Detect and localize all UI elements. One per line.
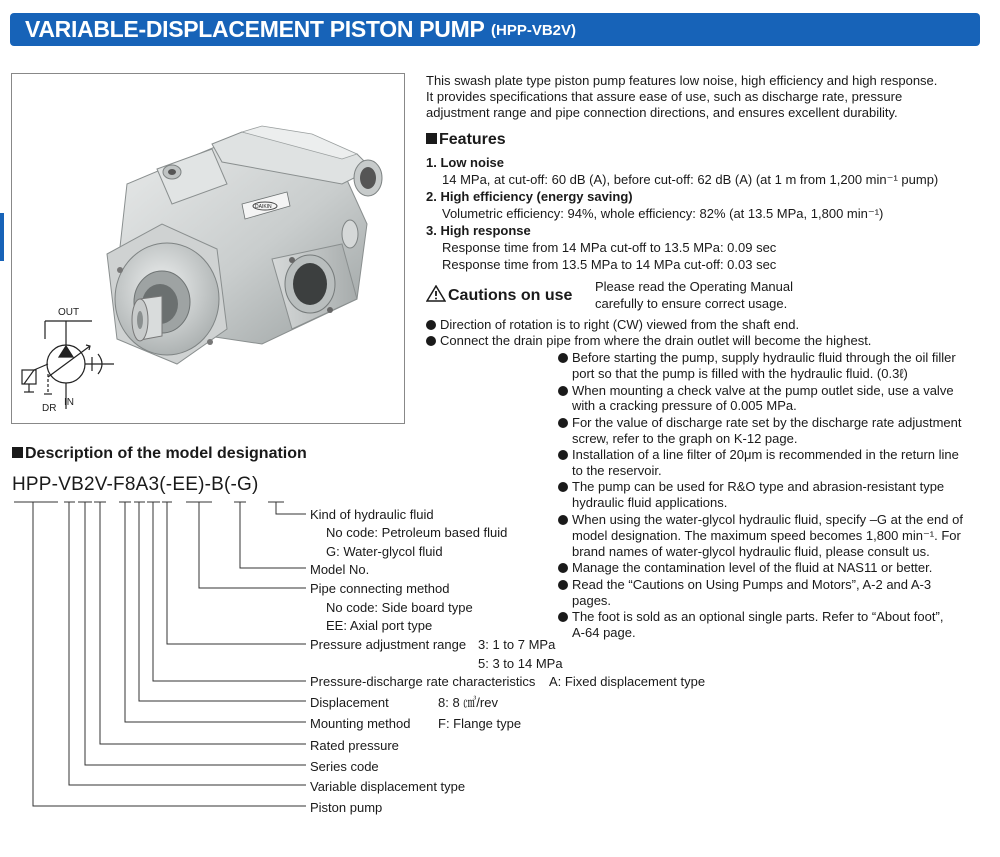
feature-2-title: 2. High efficiency (energy saving) [426,189,633,204]
label-pressure-adj: Pressure adjustment range [310,637,467,652]
cautions-note-line-2: carefully to ensure correct usage. [595,296,788,311]
label-pipe-opt1: No code: Side board type [326,600,473,615]
label-pressure-opt1: 3: 1 to 7 MPa [478,637,556,652]
label-model-no: Model No. [310,562,370,577]
caution-1-line-1: Before starting the pump, supply hydraulic fluid through the oil filler [558,350,956,365]
caution-4-line-1: Installation of a line filter of 20μm is recommended in the return line [558,447,959,462]
model-heading: Description of the model designation [12,445,307,463]
label-mounting: Mounting method [310,716,411,731]
caution-3-line-1: For the value of discharge rate set by the discharge rate adjustment [558,415,962,430]
features-heading: Features [426,131,506,149]
caution-8-line-1: Read the “Cautions on Using Pumps and Motors”, A-2 and A-3 [558,577,931,592]
caution-full-2: Connect the drain pipe from where the drain outlet will become the highest. [426,333,871,348]
label-pdr: Pressure-discharge rate characteristics [310,674,536,689]
caution-9-line-2: A-64 page. [572,625,636,640]
caution-2-line-2: with a cracking pressure of 0.005 MPa. [572,398,797,413]
caution-4-line-2: to the reservoir. [572,463,662,478]
caution-9-line-1: The foot is sold as an optional single parts. Refer to “About foot”, [558,609,943,624]
symbol-in-label: IN [64,397,74,408]
symbol-dr-label: DR [42,403,57,414]
feature-1-title: 1. Low noise [426,155,505,170]
cautions-note-line-1: Please read the Operating Manual [595,279,794,294]
caution-5-line-1: The pump can be used for R&O type and abrasion-resistant type [558,479,944,494]
caution-1-line-2: port so that the pump is filled with the hydraulic fluid. (0.3ℓ) [572,366,908,381]
feature-3-line-1: Response time from 14 MPa cut-off to 13.5 MPa: 0.09 sec [442,240,777,255]
caution-8-line-2: pages. [572,593,612,608]
model-family: (HPP-VB2V) [491,22,577,39]
label-pressure-opt2: 5: 3 to 14 MPa [478,656,563,671]
caution-6-line-3: brand names of water-glycol hydraulic fluid, please consult us. [572,544,930,559]
caution-2-line-1: When mounting a check valve at the pump outlet side, use a valve [558,383,954,398]
label-series: Series code [310,759,379,774]
feature-3-title: 3. High response [426,223,531,238]
label-fluid-opt1: No code: Petroleum based fluid [326,525,508,540]
label-fluid: Kind of hydraulic fluid [310,507,434,522]
label-fluid-opt2: G: Water-glycol fluid [326,544,443,559]
intro-line-2: It provides specifications that assure ease of use, such as discharge rate, pressure [426,89,903,104]
label-pipe: Pipe connecting method [310,581,450,596]
model-code: HPP-VB2V-F8A3(-EE)-B(-G) [12,474,259,495]
label-pipe-opt2: EE: Axial port type [326,618,433,633]
label-displacement-opt: 8: 8 ㎤/rev [438,695,498,710]
intro-line-3: adjustment range and pipe connection directions, and ensures excellent durability. [426,105,898,120]
cautions-heading: Cautions on use [426,285,572,305]
feature-2-line: Volumetric efficiency: 94%, whole efficiency: 82% (at 13.5 MPa, 1,800 min⁻¹) [442,206,884,221]
pump-brand-label: DAIKIN [255,204,272,210]
label-displacement: Displacement [310,695,389,710]
label-rated: Rated pressure [310,738,399,753]
feature-1-line: 14 MPa, at cut-off: 60 dB (A), before cut-off: 62 dB (A) (at 1 m from 1,200 min⁻¹ pump) [442,172,939,187]
caution-7-line-1: Manage the contamination level of the fluid at NAS11 or better. [558,560,932,575]
label-mounting-opt: F: Flange type [438,716,522,731]
intro-line-1: This swash plate type piston pump features low noise, high efficiency and high response. [426,73,938,88]
symbol-out-label: OUT [58,307,80,318]
page-title: VARIABLE-DISPLACEMENT PISTON PUMP [25,16,485,42]
label-variable: Variable displacement type [310,779,466,794]
feature-3-line-2: Response time from 13.5 MPa to 14 MPa cut-off: 0.03 sec [442,257,777,272]
label-piston: Piston pump [310,800,383,815]
caution-3-line-2: screw, refer to the graph on K-12 page. [572,431,798,446]
label-pdr-opt: A: Fixed displacement type [549,674,706,689]
caution-5-line-2: hydraulic fluid applications. [572,495,728,510]
caution-6-line-2: model designation. The maximum speed becomes 1,800 min⁻¹. For [572,528,961,543]
caution-6-line-1: When using the water-glycol hydraulic fluid, specify –G at the end of [558,512,963,527]
caution-full-1: Direction of rotation is to right (CW) viewed from the shaft end. [426,317,799,332]
